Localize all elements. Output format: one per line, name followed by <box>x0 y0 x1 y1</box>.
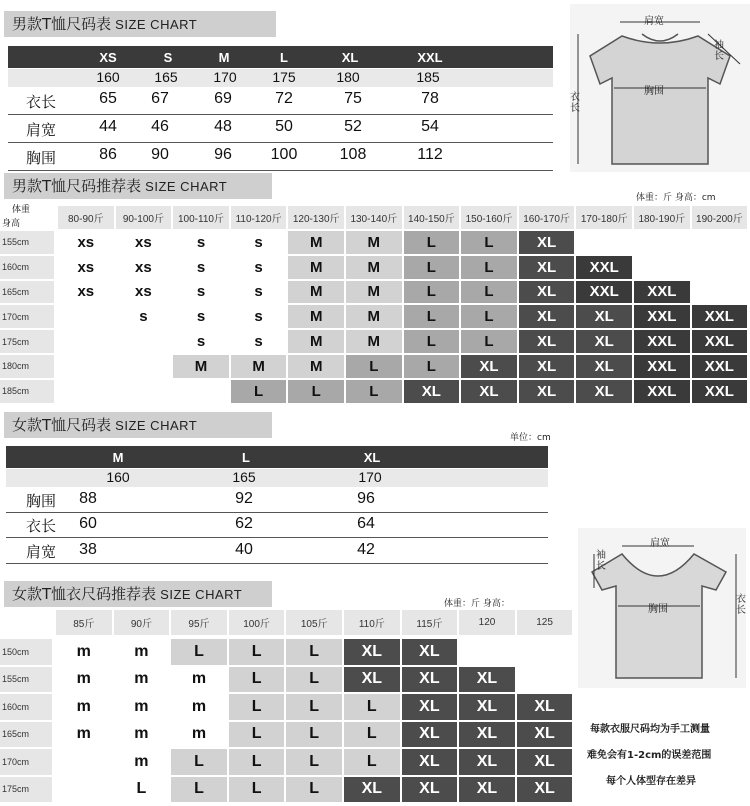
men-rec-height-label: 180cm <box>0 355 54 378</box>
men-rec-cell: XL <box>519 380 575 403</box>
men-size-value: 100 <box>270 146 298 163</box>
men-rec-cell: s <box>173 256 229 279</box>
women-rec-cell: L <box>344 749 400 775</box>
men-rec-cell: XL <box>576 380 632 403</box>
men-size-value: 96 <box>214 146 232 163</box>
men-rec-weight-header: 150-160斤 <box>461 206 517 229</box>
men-rec-title <box>4 173 272 199</box>
men-rec-cell: L <box>461 330 517 353</box>
women-rec-cell: L <box>114 777 170 803</box>
men-size-height: 185 <box>416 69 440 85</box>
women-rec-cell: m <box>56 722 112 748</box>
men-size-height: 180 <box>336 69 360 85</box>
women-rec-cell: L <box>229 749 285 775</box>
men-rec-cell: XL <box>576 330 632 353</box>
men-rec-cell: XXL <box>634 355 690 378</box>
men-rec-cell: L <box>404 256 460 279</box>
women-diagram-length: 衣长 <box>736 594 746 616</box>
divider <box>6 537 548 538</box>
women-rec-weight-header: 90斤 <box>114 610 170 635</box>
women-rec-cell: L <box>286 639 342 665</box>
men-rec-cell: M <box>231 355 287 378</box>
women-rec-cell: m <box>56 667 112 693</box>
men-rec-cell: M <box>173 355 229 378</box>
men-rec-cell: L <box>404 355 460 378</box>
women-rec-cell: XL <box>402 749 458 775</box>
women-size-height-row <box>6 469 548 487</box>
men-size-value: 67 <box>151 90 169 107</box>
men-rec-cell: XL <box>461 380 517 403</box>
men-rec-cell: L <box>461 256 517 279</box>
note-line: 每款衣服尺码均为手工测量 <box>590 724 710 735</box>
women-rec-height-label: 150cm <box>0 639 52 665</box>
men-size-height: 160 <box>96 69 120 85</box>
women-size-value: 62 <box>235 515 253 532</box>
divider <box>6 563 548 564</box>
women-rec-cell: XL <box>344 667 400 693</box>
men-size-title-en: SIZE CHART <box>115 17 198 32</box>
men-rec-cell: xs <box>116 281 172 304</box>
note-line: 每个人体型存在差异 <box>606 776 696 787</box>
women-rec-cell: m <box>171 694 227 720</box>
men-diagram-shoulder: 肩宽 <box>644 16 664 27</box>
women-rec-cell: L <box>286 722 342 748</box>
men-rec-weight-header: 170-180斤 <box>576 206 632 229</box>
women-size-row-label: 胸围 <box>26 492 57 510</box>
men-size-value: 75 <box>344 90 362 107</box>
women-rec-cell: L <box>229 667 285 693</box>
women-rec-cell: L <box>286 694 342 720</box>
women-rec-height-label: 170cm <box>0 749 52 775</box>
men-rec-cell: XXL <box>692 380 748 403</box>
women-rec-unit-note: 体重：斤 身高： <box>444 599 510 609</box>
men-rec-cell: M <box>288 355 344 378</box>
men-rec-cell: XL <box>519 355 575 378</box>
men-size-value: 108 <box>339 146 367 163</box>
men-size-height: 165 <box>154 69 178 85</box>
women-rec-cell: XL <box>402 667 458 693</box>
men-size-value: 46 <box>151 118 169 135</box>
men-rec-weight-header: 190-200斤 <box>692 206 748 229</box>
men-rec-cell: L <box>461 281 517 304</box>
men-rec-cell: XXL <box>576 281 632 304</box>
women-rec-weight-header: 95斤 <box>171 610 227 635</box>
women-rec-cell: XL <box>459 777 515 803</box>
women-rec-cell: XL <box>459 749 515 775</box>
women-rec-height-label: 165cm <box>0 722 52 748</box>
divider <box>6 512 548 513</box>
men-rec-cell: s <box>231 281 287 304</box>
men-rec-weight-header: 160-170斤 <box>519 206 575 229</box>
men-rec-cell: XXL <box>634 281 690 304</box>
women-rec-cell: XL <box>517 722 573 748</box>
men-rec-cell: XXL <box>576 256 632 279</box>
men-rec-cell: XXL <box>692 330 748 353</box>
men-diagram-chest: 胸围 <box>644 86 664 97</box>
women-size-row-label: 衣长 <box>26 517 57 535</box>
men-rec-height-label: 155cm <box>0 231 54 254</box>
men-rec-weight-header: 90-100斤 <box>116 206 172 229</box>
women-rec-cell: L <box>286 667 342 693</box>
men-rec-cell: XXL <box>692 305 748 328</box>
men-size-title <box>4 11 276 37</box>
men-rec-cell: M <box>346 281 402 304</box>
men-rec-cell: L <box>231 380 287 403</box>
men-size-height: 170 <box>213 69 237 85</box>
women-rec-cell: XL <box>517 749 573 775</box>
women-rec-cell: m <box>56 694 112 720</box>
men-rec-cell: M <box>288 281 344 304</box>
women-rec-cell: m <box>114 694 170 720</box>
men-rec-cell: L <box>404 305 460 328</box>
women-rec-cell: XL <box>344 777 400 803</box>
men-rec-cell: M <box>346 305 402 328</box>
men-rec-weight-header: 100-110斤 <box>173 206 229 229</box>
men-rec-cell: XXL <box>634 305 690 328</box>
women-diagram-shoulder: 肩宽 <box>650 538 670 549</box>
women-rec-cell: m <box>114 639 170 665</box>
men-diagram-sleeve: 袖长 <box>714 40 724 62</box>
men-rec-height-label: 160cm <box>0 256 54 279</box>
men-size-row-label: 衣长 <box>26 93 57 111</box>
men-rec-cell: xs <box>58 256 114 279</box>
men-size-row-label: 肩宽 <box>26 121 57 139</box>
men-rec-cell: L <box>404 330 460 353</box>
men-size-header-cell: M <box>218 49 230 65</box>
women-size-value: 40 <box>235 541 253 558</box>
men-rec-cell: M <box>288 231 344 254</box>
men-rec-cell: s <box>231 330 287 353</box>
women-rec-title <box>4 581 272 607</box>
men-size-value: 48 <box>214 118 232 135</box>
men-rec-cell: XL <box>519 305 575 328</box>
men-rec-cell: s <box>173 330 229 353</box>
women-size-header-cell: XL <box>363 449 381 465</box>
women-rec-cell: L <box>171 749 227 775</box>
women-rec-height-label: 155cm <box>0 667 52 693</box>
men-rec-corner-weight: 体重 <box>12 205 31 215</box>
women-rec-weight-header: 120 <box>459 610 515 635</box>
note-line: 难免会有1-2cm的误差范围 <box>587 750 712 761</box>
men-rec-cell: M <box>288 305 344 328</box>
men-rec-cell: s <box>231 231 287 254</box>
women-size-height: 160 <box>106 469 130 485</box>
men-rec-cell: XL <box>576 305 632 328</box>
women-rec-weight-header: 110斤 <box>344 610 400 635</box>
men-rec-cell: s <box>116 305 172 328</box>
men-size-value: 65 <box>99 90 117 107</box>
men-diagram-length: 衣长 <box>570 92 580 114</box>
women-size-value: 96 <box>357 490 375 507</box>
men-size-value: 52 <box>344 118 362 135</box>
women-rec-weight-header: 100斤 <box>229 610 285 635</box>
men-rec-cell: XL <box>519 256 575 279</box>
women-rec-weight-header: 115斤 <box>402 610 458 635</box>
men-rec-cell: M <box>346 330 402 353</box>
men-rec-cell: xs <box>116 231 172 254</box>
men-rec-corner <box>0 201 36 229</box>
men-rec-cell: s <box>231 305 287 328</box>
men-rec-height-label: 185cm <box>0 380 54 403</box>
women-size-value: 64 <box>357 515 375 532</box>
men-size-header-cell: XXL <box>417 49 443 65</box>
women-rec-cell: XL <box>459 694 515 720</box>
men-rec-weight-header: 120-130斤 <box>288 206 344 229</box>
men-rec-cell: L <box>404 281 460 304</box>
men-rec-cell: M <box>288 330 344 353</box>
women-rec-cell: XL <box>402 777 458 803</box>
men-size-header-cell: L <box>280 49 288 65</box>
men-size-title-cn: 男款T恤尺码表 <box>12 15 112 33</box>
men-rec-cell: s <box>231 256 287 279</box>
women-rec-cell: L <box>171 639 227 665</box>
men-size-header <box>8 46 553 68</box>
men-size-value: 72 <box>275 90 293 107</box>
women-rec-cell: L <box>286 777 342 803</box>
women-rec-cell: XL <box>402 639 458 665</box>
women-size-unit-note: 单位：cm <box>510 433 551 443</box>
men-rec-cell: xs <box>58 231 114 254</box>
men-rec-cell: XL <box>404 380 460 403</box>
men-rec-cell: XL <box>519 281 575 304</box>
women-shirt-diagram <box>578 528 746 688</box>
women-rec-cell: XL <box>402 694 458 720</box>
men-size-height-row <box>8 69 553 87</box>
women-rec-weight-header: 85斤 <box>56 610 112 635</box>
women-size-title <box>4 412 272 438</box>
women-rec-cell: m <box>114 749 170 775</box>
women-rec-weight-header: 125 <box>517 610 573 635</box>
women-rec-cell: XL <box>402 722 458 748</box>
men-size-row-label: 胸围 <box>26 149 57 167</box>
women-rec-cell: XL <box>459 722 515 748</box>
men-rec-cell: xs <box>116 256 172 279</box>
men-size-value: 44 <box>99 118 117 135</box>
men-size-value: 112 <box>417 146 443 163</box>
women-size-body <box>6 487 548 565</box>
women-size-height: 165 <box>232 469 256 485</box>
men-rec-height-label: 165cm <box>0 281 54 304</box>
men-size-value: 54 <box>421 118 439 135</box>
men-rec-cell: L <box>461 231 517 254</box>
men-rec-weight-header: 110-120斤 <box>231 206 287 229</box>
women-rec-height-label: 175cm <box>0 777 52 803</box>
men-rec-weight-header: 140-150斤 <box>404 206 460 229</box>
women-size-value: 42 <box>357 541 375 558</box>
women-size-value: 88 <box>79 490 97 507</box>
men-rec-cell: XXL <box>634 380 690 403</box>
men-rec-weight-header: 80-90斤 <box>58 206 114 229</box>
men-size-header-cell: XL <box>341 49 359 65</box>
men-rec-title-cn: 男款T恤尺码推荐表 <box>12 177 142 195</box>
women-rec-cell: m <box>56 639 112 665</box>
men-rec-corner-height: 身高 <box>2 219 21 229</box>
women-rec-cell: L <box>286 749 342 775</box>
men-rec-cell: M <box>346 231 402 254</box>
men-rec-cell: L <box>346 380 402 403</box>
women-rec-cell: L <box>229 639 285 665</box>
men-rec-cell: s <box>173 305 229 328</box>
men-rec-cell: s <box>173 281 229 304</box>
men-rec-height-label: 175cm <box>0 330 54 353</box>
women-rec-cell: m <box>171 722 227 748</box>
women-size-row-label: 肩宽 <box>26 543 57 561</box>
women-size-header <box>6 446 548 468</box>
men-rec-title-en: SIZE CHART <box>145 179 228 194</box>
men-rec-cell: XL <box>519 231 575 254</box>
women-rec-title-en: SIZE CHART <box>160 587 243 602</box>
women-size-value: 60 <box>79 515 97 532</box>
men-rec-weight-header: 180-190斤 <box>634 206 690 229</box>
men-rec-cell: L <box>404 231 460 254</box>
men-rec-cell: XXL <box>634 330 690 353</box>
men-size-body <box>8 87 553 171</box>
men-size-header-cell: S <box>163 49 173 65</box>
men-rec-cell: XL <box>519 330 575 353</box>
men-rec-cell: s <box>173 231 229 254</box>
women-rec-cell: L <box>229 777 285 803</box>
women-rec-cell: L <box>344 722 400 748</box>
men-rec-cell: XL <box>576 355 632 378</box>
women-rec-cell: m <box>171 667 227 693</box>
women-size-title-cn: 女款T恤尺码表 <box>12 416 112 434</box>
men-rec-weight-header: 130-140斤 <box>346 206 402 229</box>
women-rec-cell: m <box>114 667 170 693</box>
women-rec-height-label: 160cm <box>0 694 52 720</box>
divider <box>8 114 553 115</box>
men-rec-cell: L <box>346 355 402 378</box>
women-size-header-cell: L <box>242 449 250 465</box>
men-size-header-cell: XS <box>99 49 117 65</box>
women-rec-cell: L <box>171 777 227 803</box>
women-rec-weight-header: 105斤 <box>286 610 342 635</box>
men-rec-height-label: 170cm <box>0 305 54 328</box>
women-rec-cell: XL <box>517 694 573 720</box>
men-size-value: 50 <box>275 118 293 135</box>
divider <box>8 170 553 171</box>
men-rec-cell: M <box>346 256 402 279</box>
men-size-value: 86 <box>99 146 117 163</box>
divider <box>8 142 553 143</box>
women-size-height: 170 <box>358 469 382 485</box>
women-rec-cell: L <box>229 722 285 748</box>
men-rec-cell: xs <box>58 281 114 304</box>
men-rec-cell: XXL <box>692 355 748 378</box>
men-size-value: 78 <box>421 90 439 107</box>
men-rec-cell: XL <box>461 355 517 378</box>
women-rec-cell: XL <box>517 777 573 803</box>
women-size-value: 38 <box>79 541 97 558</box>
women-rec-cell: XL <box>344 639 400 665</box>
women-rec-title-cn: 女款T恤衣尺码推荐表 <box>12 585 157 603</box>
women-rec-cell: L <box>229 694 285 720</box>
women-size-value: 92 <box>235 490 253 507</box>
men-rec-cell: L <box>288 380 344 403</box>
men-size-value: 90 <box>151 146 169 163</box>
men-rec-unit-note: 体重：斤 身高：cm <box>636 193 716 203</box>
women-rec-cell: L <box>344 694 400 720</box>
women-rec-cell: XL <box>459 667 515 693</box>
men-rec-cell: M <box>288 256 344 279</box>
men-shirt-diagram <box>570 4 750 172</box>
women-rec-cell: m <box>114 722 170 748</box>
women-size-header-cell: M <box>112 449 124 465</box>
women-size-title-en: SIZE CHART <box>115 418 198 433</box>
men-size-value: 69 <box>214 90 232 107</box>
men-rec-cell: L <box>461 305 517 328</box>
women-diagram-sleeve: 袖长 <box>596 550 606 572</box>
women-diagram-chest: 胸围 <box>648 604 668 615</box>
men-size-height: 175 <box>272 69 296 85</box>
